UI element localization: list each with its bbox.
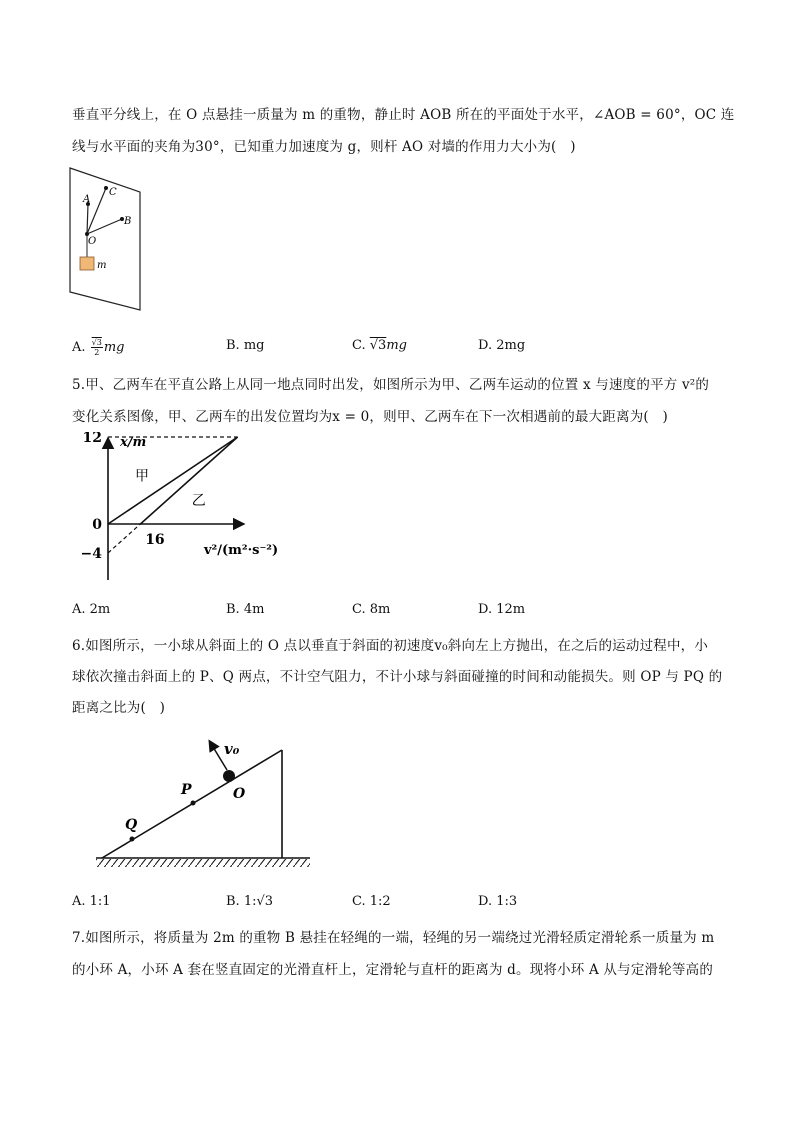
label-q: Q [125, 817, 138, 833]
q6-text-line2: 球依次撞击斜面上的 P、Q 两点，不计空气阻力，不计小球与斜面碰撞的时间和动能损失。则 OP 与 PQ 的 [72, 669, 723, 685]
label-c: C [109, 187, 117, 198]
q6-option-a[interactable]: A. 1:1 [72, 894, 111, 909]
y-axis-label: x/m [120, 435, 147, 450]
q5-option-b[interactable]: B. 4m [226, 602, 265, 617]
point-p [191, 801, 196, 806]
option-letter: A. [72, 340, 86, 355]
q4-figure [62, 164, 172, 314]
label-o: O [233, 786, 246, 802]
q7-text-line1: 7.如图所示，将质量为 2m 的重物 B 悬挂在轻绳的一端，轻绳的另一端绕过光滑轻质定滑轮系一质量为 m [72, 930, 715, 946]
q4-text-line2: 线与水平面的夹角为30°，已知重力加速度为 g，则杆 AO 对墙的作用力大小为( ) [72, 139, 576, 155]
q6-figure [92, 730, 322, 870]
q5-option-d[interactable]: D. 12m [478, 602, 526, 617]
q6-text-line1: 6.如图所示，一小球从斜面上的 O 点以垂直于斜面的初速度v₀斜向左上方抛出，在之后的运动过程中，小 [72, 638, 709, 654]
q5-option-c[interactable]: C. 8m [352, 602, 391, 617]
q7-text-line2: 的小环 A，小环 A 套在竖直固定的光滑直杆上，定滑轮与直杆的距离为 d。现将小环 A 从与定滑轮等高的 [72, 962, 714, 978]
ground-hatch [96, 859, 310, 867]
option-tail: mg [103, 340, 125, 355]
weight-block [80, 257, 94, 270]
y-tick-label: −4 [80, 546, 102, 562]
series-line-yi-dashed [108, 524, 140, 553]
x-axis-label: v²/(m²·s⁻²) [204, 543, 279, 558]
q4-text-line1: 垂直平分线上，在 O 点悬挂一质量为 m 的重物，静止时 AOB 所在的平面处于水平，∠AOB = 60°，OC 连 [72, 107, 735, 123]
rod-oa [87, 204, 88, 234]
series-label-jia: 甲 [135, 468, 149, 485]
q4-option-d[interactable]: D. 2mg [478, 338, 526, 353]
q6-option-b[interactable]: B. 1:√3 [226, 894, 274, 909]
ball [223, 770, 235, 782]
q5-chart [80, 432, 300, 584]
fraction [91, 338, 103, 357]
q5-option-a[interactable]: A. 2m [72, 602, 111, 617]
x-tick-label: 16 [145, 532, 165, 548]
q6-option-c[interactable]: C. 1:2 [352, 894, 391, 909]
label-a: A [83, 194, 91, 205]
q5-text-line2: 变化关系图像，甲、乙两车的出发位置均为x = 0，则甲、乙两车在下一次相遇前的最大距离为( ) [72, 409, 669, 425]
q4-option-c[interactable] [352, 338, 407, 353]
label-o: O [88, 236, 97, 247]
series-line-jia [108, 437, 238, 524]
q4-options [72, 338, 732, 358]
q6-options [72, 894, 732, 914]
fraction-numerator: √3 [91, 338, 102, 347]
series-line-yi [140, 437, 237, 524]
label-m: m [97, 260, 107, 271]
q6-text-line3: 距离之比为( ) [72, 700, 166, 716]
y-tick-label: 12 [82, 432, 102, 446]
label-p: P [181, 782, 192, 798]
q4-option-a[interactable] [72, 338, 125, 357]
option-letter: C. [352, 338, 366, 353]
y-tick-label: 0 [92, 517, 102, 533]
point-q [130, 837, 135, 842]
q5-text-line1: 5.甲、乙两车在平直公路上从同一地点同时出发，如图所示为甲、乙两车运动的位置 x 与速度的平方 v²的 [72, 377, 710, 393]
q6-option-d[interactable]: D. 1:3 [478, 894, 518, 909]
q5-options [72, 602, 732, 622]
label-v0: v₀ [224, 740, 240, 758]
sqrt-value: √3 [369, 338, 387, 353]
series-label-yi: 乙 [191, 493, 206, 510]
q4-option-b[interactable]: B. mg [226, 338, 265, 353]
label-b: B [124, 216, 132, 227]
option-tail: mg [386, 338, 407, 353]
fraction-denominator: 2 [94, 348, 100, 357]
